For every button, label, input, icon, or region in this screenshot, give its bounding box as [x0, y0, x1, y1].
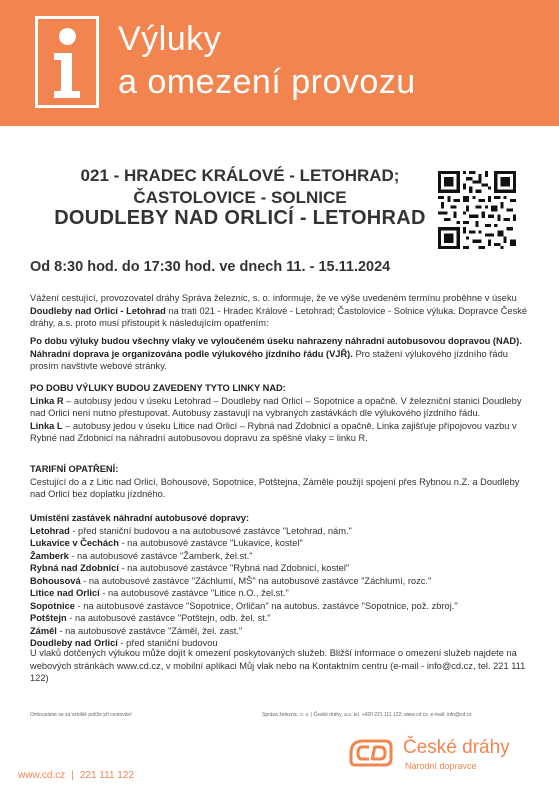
route-section: DOUDLEBY NAD ORLICÍ - LETOHRAD: [54, 207, 426, 229]
replacement-paragraph: Po dobu výluky budou všechny vlaky ve vyloučeném úseku nahrazeny náhradní autobusovou dopravou (NAD). Náhradní doprava je organizována podle výlukového jízdního řádu (VJŘ). Pro stažení výlukového jízdního řádu prosím navštivte webové stránky.: [30, 336, 522, 371]
route-line-1: 021 - HRADEC KRÁLOVÉ - LETOHRAD;: [80, 166, 400, 185]
list-item: Záměl - na autobusové zastávce "Záměl, žel. zast.": [30, 625, 243, 636]
section-highlight: Doudleby nad Orlicí - Letohrad: [30, 305, 166, 316]
route-line-2: ČASTOLOVICE - SOLNICE: [133, 188, 347, 207]
list-item: Doudleby nad Orlicí - před staniční budovou: [30, 638, 218, 648]
tariff-section: [30, 463, 530, 501]
info-icon: [35, 16, 99, 108]
list-item: Bohousová - na autobusové zastávce "Záchlumí, MŠ" na autobusové zastávce "Záchlumí, rozc.": [30, 575, 432, 586]
line-r: Linka R – autobusy jedou v úseku Letohrad – Doudleby nad Orlicí – Sopotnice a opačně. V železniční stanici Doudleby nad Orlicí není nutno přestupovat. Autobusy zastavují na vybraných zastávkách dle výlukového jízdního řádu.: [30, 395, 522, 418]
title-line-2: a omezení provozu: [118, 63, 416, 101]
list-item: Žamberk - na autobusové zastávce "Žamberk, žel.st.": [30, 550, 253, 561]
cd-logo: [349, 738, 393, 768]
list-item: Sopotnice - na autobusové zastávce "Sopotnice, Orličan" na autobus. zastávce "Sopotnice, pož. zbroj.": [30, 600, 458, 611]
closing-paragraph: U vlaků dotčených výlukou může dojít k omezení poskytovaných služeb. Bližší informace o omezení služeb najdete na webových stránkách www.cd.cz, v mobilní aplikaci Můj vlak nebo na Kontaktním centru (e-mail - info@cd.cz, tel. 221 111 122): [30, 648, 526, 683]
stops-section: [30, 512, 530, 650]
intro-paragraph: Vážení cestující, provozovatel dráhy Správa železnic, s. o. informuje, že ve výše uvedeném termínu proběhne v úseku Doudleby nad Orlicí - Letohrad na trati 021 - Hradec Králové - Letohrad; Častolovice - Solnice výluka. Dopravce České dráhy, a.s. proto musí přistoupit k následujícím opatřením:: [30, 293, 528, 328]
stops-heading: Umístění zastávek náhradní autobusové dopravy:: [30, 513, 250, 523]
header-banner: [0, 0, 559, 126]
bus-lines-section: [30, 382, 530, 445]
list-item: Potštejn - na autobusové zastávce "Potštejn, odb. žel. st.": [30, 613, 271, 623]
brand-name: České dráhy: [403, 737, 510, 758]
page-title: [118, 18, 416, 104]
contact-note: Správa železnic, s. o. | České dráhy, a.s. tel. +420 221 111 122, www.cd.cz, e-mail: info@cd.cz: [262, 712, 472, 718]
brand-subtitle: Národní dopravce: [405, 761, 477, 771]
bus-lines-heading: PO DOBU VÝLUKY BUDOU ZAVEDENY TYTO LINKY NAD:: [30, 383, 286, 393]
list-item: Rybná nad Zdobnicí - na autobusové zastávce "Rybná nad Zdobnicí, kostel": [30, 563, 350, 573]
apology-note: Omlouváme se za vzniklé potíže při cestování: [30, 712, 132, 718]
list-item: Lukavice v Čechách - na autobusové zastávce "Lukavice, kostel": [30, 538, 303, 548]
line-l: Linka L – autobusy jedou v úseku Litice nad Orlicí – Rybná nad Zdobnicí a opačně. Linka zajišťuje přípojovou vazbu v Rybné nad Zdobnicí na náhradní autobusovou dopravu za spěšné vlaky = linku R.: [30, 420, 517, 443]
tariff-heading: TARIFNÍ OPATŘENÍ:: [30, 464, 119, 474]
date-range: Od 8:30 hod. do 17:30 hod. ve dnech 11. - 15.11.2024: [30, 259, 391, 275]
bottom-contact: www.cd.cz | 221 111 122: [18, 770, 134, 781]
title-line-1: Výluky: [118, 20, 222, 58]
list-item: Letohrad - před staniční budovou a na autobusové zastávce "Letohrad, nám.": [30, 525, 352, 536]
qr-code[interactable]: [438, 171, 516, 249]
list-item: Litice nad Orlicí - na autobusové zastávce "Litice n.O., žel.st.": [30, 588, 289, 598]
tariff-text: Cestující do a z Litic nad Orlicí, Bohousové, Sopotnice, Potštejna, Záměle použijí spojení přes Rybnou n.Z. a Doudleby nad Orlicí bez doplatku jízdného.: [30, 476, 520, 499]
phone-number[interactable]: 221 111 122: [79, 770, 134, 781]
website-link[interactable]: www.cd.cz: [18, 770, 66, 781]
